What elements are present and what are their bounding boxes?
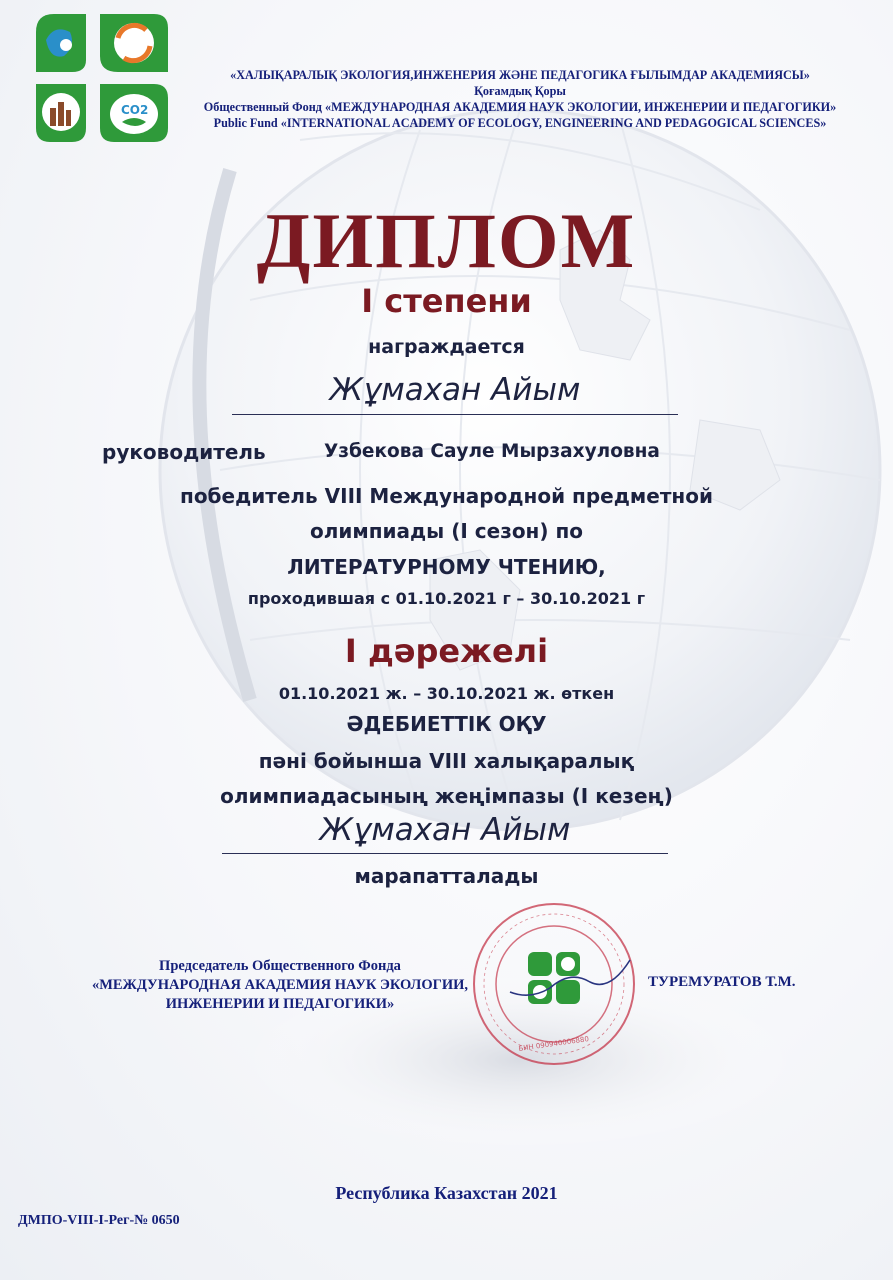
ru-subject: ЛИТЕРАТУРНОМУ ЧТЕНИЮ, [287, 555, 606, 579]
kz-dates: 01.10.2021 ж. – 30.10.2021 ж. өткен [278, 684, 615, 703]
registration-number: ДМПО-VIII-I-Рег-№ 0650 [18, 1213, 180, 1228]
header-kz-title: «ХАЛЫҚАРАЛЫҚ ЭКОЛОГИЯ,ИНЖЕНЕРИЯ ЖӘНЕ ПЕДАГОГИКА ҒЫЛЫМДАР АКАДЕМИЯСЫ» [230, 68, 810, 83]
degree-kz: I дәрежелі [344, 632, 549, 670]
header-kz-subtitle: Қоғамдық Қоры [474, 84, 566, 99]
awarded-kz: марапатталады [354, 864, 539, 888]
recipient-kz-underline [222, 853, 668, 854]
chairman-line3: ИНЖЕНЕРИИ И ПЕДАГОГИКИ» [165, 996, 395, 1012]
degree-ru: I степени [361, 282, 532, 320]
awarded-ru: награждается [368, 336, 525, 358]
supervisor-name: Узбекова Сауле Мырзахуловна [324, 441, 660, 462]
footer-location: Республика Казахстан 2021 [335, 1183, 558, 1203]
logo-tile-co2 [100, 84, 168, 142]
chairman-line2: «МЕЖДУНАРОДНАЯ АКАДЕМИЯ НАУК ЭКОЛОГИИ, [91, 977, 469, 993]
header-en-title: Public Fund «INTERNATIONAL ACADEMY OF ECOLOGY, ENGINEERING AND PEDAGOGICAL SCIENCES» [213, 116, 827, 131]
ru-winner-line1: победитель VIII Международной предметной [180, 484, 713, 508]
ru-dates: проходившая с 01.10.2021 г – 30.10.2021 г [247, 589, 646, 608]
supervisor-label: руководитель [102, 440, 266, 464]
chairman-line1: Председатель Общественного Фонда [159, 958, 401, 974]
signer-name: ТУРЕМУРАТОВ Т.М. [648, 974, 796, 990]
academy-logo [26, 10, 176, 146]
recipient-name: Жұмахан Айым [329, 372, 581, 408]
kz-subject: ӘДЕБИЕТТІК ОҚУ [346, 712, 547, 736]
stamp-bin: БИН 090940006880 [518, 1035, 590, 1053]
recipient-underline [232, 414, 678, 415]
logo-tile-city [36, 84, 86, 142]
official-stamp [470, 900, 638, 1068]
kz-winner-line2: олимпиадасының жеңімпазы (I кезең) [220, 784, 673, 808]
logo-tile-recycle [100, 14, 168, 72]
diploma-title: ДИПЛОМ [256, 197, 637, 284]
header-ru-title: Общественный Фонд «МЕЖДУНАРОДНАЯ АКАДЕМИЯ НАУК ЭКОЛОГИИ, ИНЖЕНЕРИИ И ПЕДАГОГИКИ» [203, 100, 837, 115]
chairman-block [55, 957, 505, 1014]
ru-winner-line2: олимпиады (I сезон) по [309, 519, 584, 543]
recipient-name-kz: Жұмахан Айым [319, 812, 571, 848]
logo-co2-text: CO2 [121, 103, 149, 117]
kz-winner-line1: пәні бойынша VIII халықаралық [258, 749, 635, 773]
logo-tile-drop [36, 14, 86, 72]
